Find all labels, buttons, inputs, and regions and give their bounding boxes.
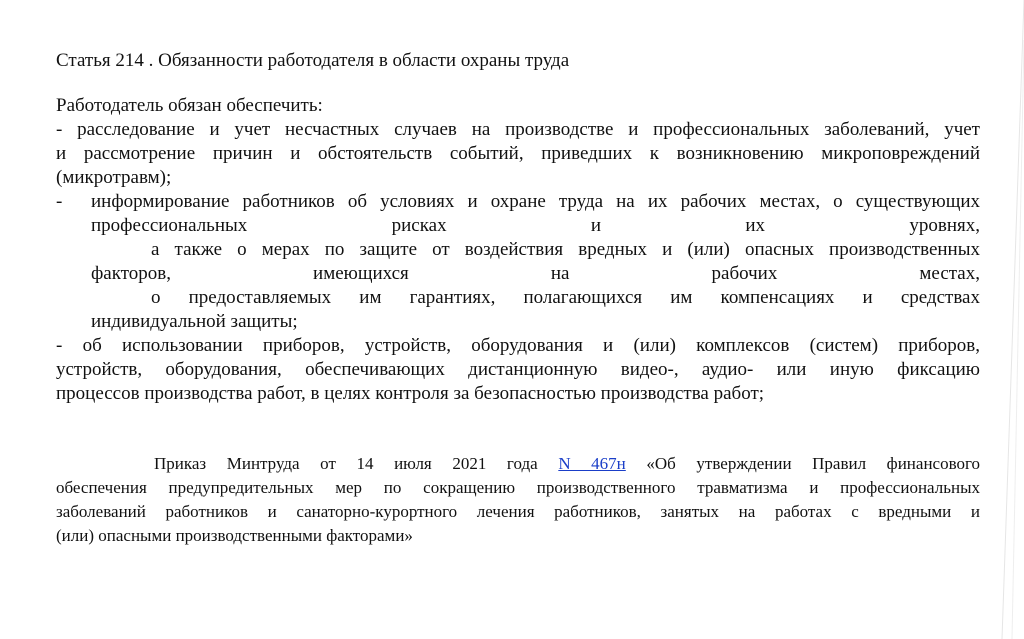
article-body — [56, 94, 980, 406]
item2-line3: а также о мерах по защите от воздействия вредных и (или) опасных производственных — [151, 239, 980, 260]
order-line2: обеспечения предупредительных мер по сокращению производственного травматизма и профессиональных — [56, 478, 980, 497]
item2-line4: факторов, имеющихся на рабочих местах, — [91, 263, 980, 284]
item2-line2: профессиональных рисках и их уровнях, — [91, 215, 980, 236]
article-title: Статья 214 . Обязанности работодателя в области охраны труда — [56, 50, 570, 71]
item2-line5: о предоставляемых им гарантиях, полагающихся им компенсациях и средствах — [151, 287, 980, 308]
order-prefix: Приказ Минтруда от 14 июля 2021 года — [154, 454, 538, 473]
item2-line1: информирование работников об условиях и охране труда на их рабочих местах, о существующих — [91, 191, 980, 212]
item3-line2: устройств, оборудования, обеспечивающих дистанционную видео-, аудио- или иную фиксацию — [56, 359, 980, 380]
item3-line1: - об использовании приборов, устройств, оборудования и (или) комплексов (систем) приборов, — [56, 335, 980, 356]
item3-line3: процессов производства работ, в целях контроля за безопасностью производства работ; — [56, 383, 765, 404]
order-title-start: «Об утверждении Правил финансового — [646, 454, 980, 473]
list-item-informing — [56, 190, 980, 334]
item1-line2: и рассмотрение причин и обстоятельств событий, приведших к возникновению микроповреждений — [56, 143, 980, 164]
order-line4: (или) опасными производственными факторами» — [56, 526, 413, 545]
order-reference — [56, 452, 980, 548]
item2-line6: индивидуальной защиты; — [91, 311, 298, 332]
order-line3: заболеваний работников и санаторно-курортного лечения работников, занятых на работах с вредными и — [56, 502, 980, 521]
intro-text: Работодатель обязан обеспечить: — [56, 95, 323, 116]
order-link[interactable]: N 467н — [558, 454, 626, 473]
order-line1 — [56, 452, 980, 476]
bullet-dash: - — [56, 191, 63, 212]
item1-line3: (микротравм); — [56, 167, 172, 188]
item1-line1: - расследование и учет несчастных случаев на производстве и профессиональных заболеваний, учет — [56, 119, 980, 140]
